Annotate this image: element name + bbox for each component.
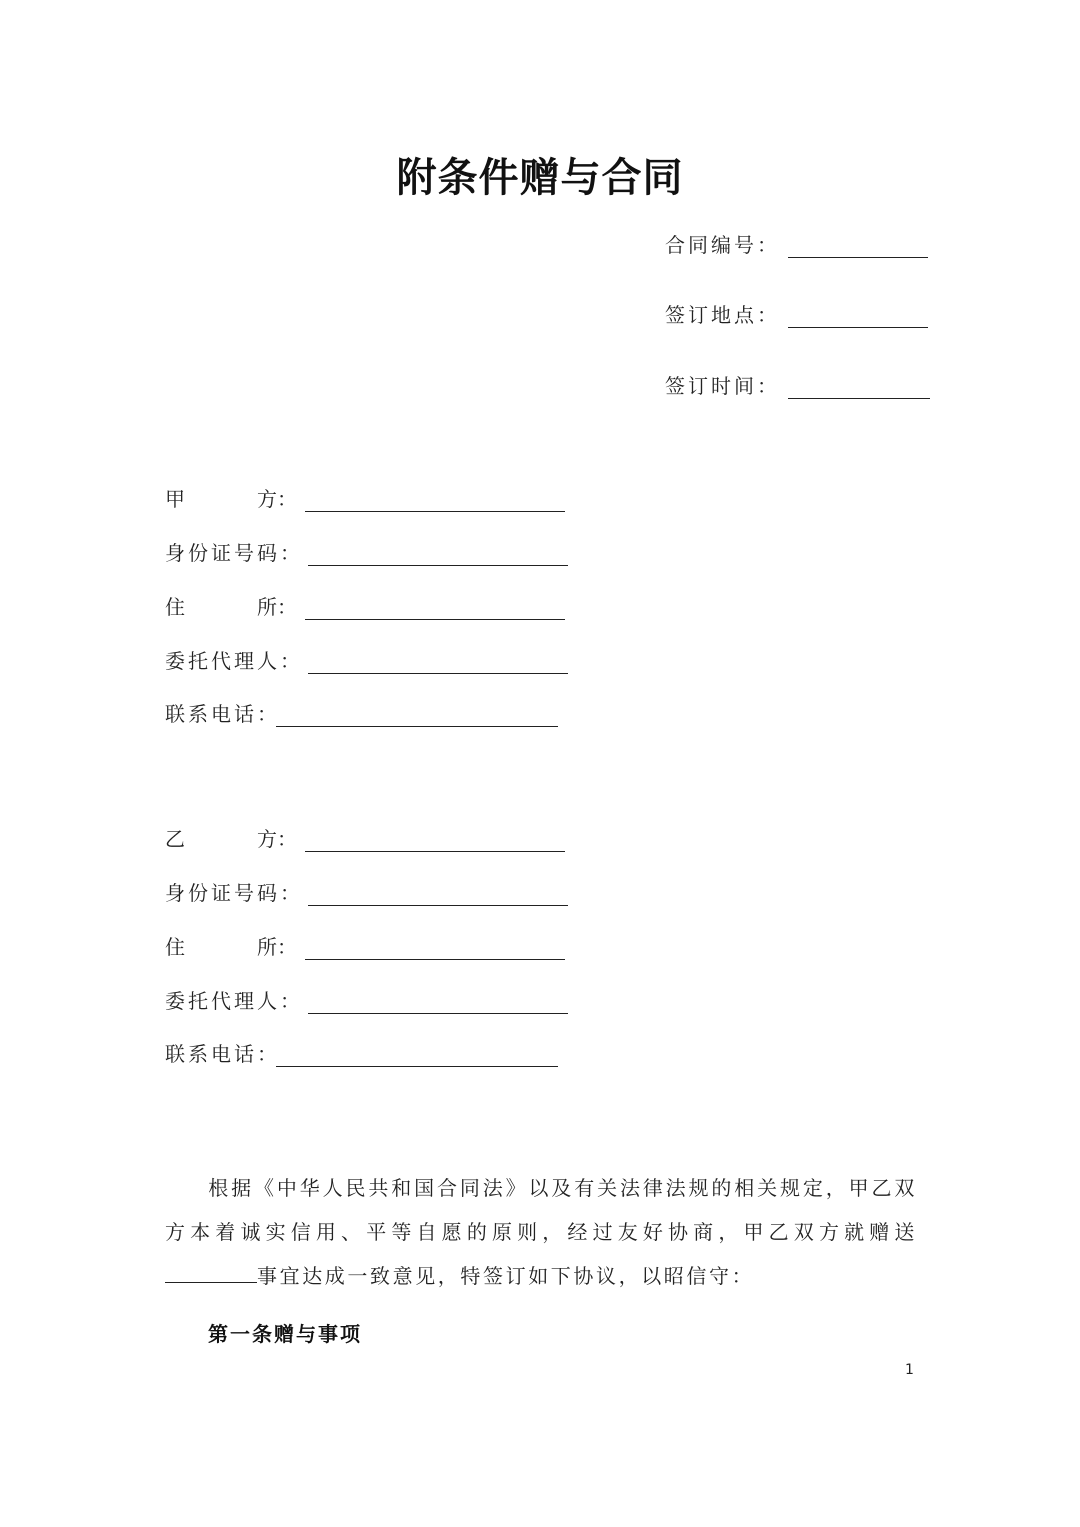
party-a-name-label <box>165 483 277 512</box>
party-b-name-label <box>165 823 277 852</box>
sign-time-blank[interactable] <box>788 376 930 399</box>
party-a-agent-label: 委托代理人 <box>165 649 280 673</box>
colon: ： <box>280 541 300 565</box>
party-b-char-2: 方 <box>257 827 277 851</box>
preamble-text-before: 根据《中华人民共和国合同法》以及有关法律法规的相关规定，甲乙双方本着诚实信用、平等自愿的原则，经过友好协商，甲乙双方就赠送 <box>165 1176 917 1244</box>
colon: ： <box>257 1042 277 1066</box>
page-number: 1 <box>905 1362 914 1378</box>
party-b-agent-label: 委托代理人 <box>165 989 280 1013</box>
party-a-addr-char-2: 所 <box>257 595 277 619</box>
party-a-phone-row <box>165 697 558 727</box>
party-b-name-blank[interactable] <box>305 829 565 852</box>
party-b-address-label <box>165 931 277 960</box>
article-1-heading: 第一条赠与事项 <box>208 1322 362 1346</box>
sign-place-row <box>665 298 928 328</box>
party-a-name-row <box>165 482 565 512</box>
preamble-paragraph <box>165 1166 917 1298</box>
contract-number-row <box>665 228 928 258</box>
party-a-id-row <box>165 536 568 566</box>
party-b-id-row <box>165 876 568 906</box>
party-a-agent-row <box>165 644 568 674</box>
party-b-address-row <box>165 930 565 960</box>
party-a-id-label: 身份证号码 <box>165 541 280 565</box>
party-b-addr-char-2: 所 <box>257 935 277 959</box>
party-b-id-blank[interactable] <box>308 883 568 906</box>
party-b-phone-blank[interactable] <box>276 1044 558 1067</box>
party-b-phone-label: 联系电话 <box>165 1042 257 1066</box>
sign-place-label: 签订地点： <box>665 303 780 327</box>
party-a-char-2: 方 <box>257 487 277 511</box>
party-a-id-blank[interactable] <box>308 543 568 566</box>
party-b-address-blank[interactable] <box>305 937 565 960</box>
colon: ： <box>277 935 297 959</box>
colon: ： <box>280 649 300 673</box>
preamble-text-after: 事宜达成一致意见，特签订如下协议，以昭信守： <box>257 1264 755 1288</box>
sign-place-blank[interactable] <box>788 305 928 328</box>
document-title: 附条件赠与合同 <box>396 155 684 201</box>
party-a-address-blank[interactable] <box>305 597 565 620</box>
party-b-char-1: 乙 <box>165 827 185 851</box>
party-a-address-row <box>165 590 565 620</box>
gift-item-blank[interactable] <box>165 1260 257 1283</box>
sign-time-label: 签订时间： <box>665 374 780 398</box>
party-a-phone-label: 联系电话 <box>165 702 257 726</box>
party-a-char-1: 甲 <box>165 487 185 511</box>
party-a-address-label <box>165 591 277 620</box>
party-a-agent-blank[interactable] <box>308 651 568 674</box>
colon: ： <box>277 487 297 511</box>
party-a-addr-char-1: 住 <box>165 595 185 619</box>
contract-number-label: 合同编号： <box>665 233 780 257</box>
party-a-name-blank[interactable] <box>305 489 565 512</box>
party-b-agent-blank[interactable] <box>308 991 568 1014</box>
sign-time-row <box>665 369 930 399</box>
party-b-phone-row <box>165 1037 558 1067</box>
colon: ： <box>277 827 297 851</box>
colon: ： <box>257 702 277 726</box>
party-a-phone-blank[interactable] <box>276 704 558 727</box>
party-b-agent-row <box>165 984 568 1014</box>
party-b-addr-char-1: 住 <box>165 935 185 959</box>
party-b-name-row <box>165 822 565 852</box>
colon: ： <box>277 595 297 619</box>
party-b-id-label: 身份证号码 <box>165 881 280 905</box>
contract-number-blank[interactable] <box>788 235 928 258</box>
colon: ： <box>280 881 300 905</box>
colon: ： <box>280 989 300 1013</box>
